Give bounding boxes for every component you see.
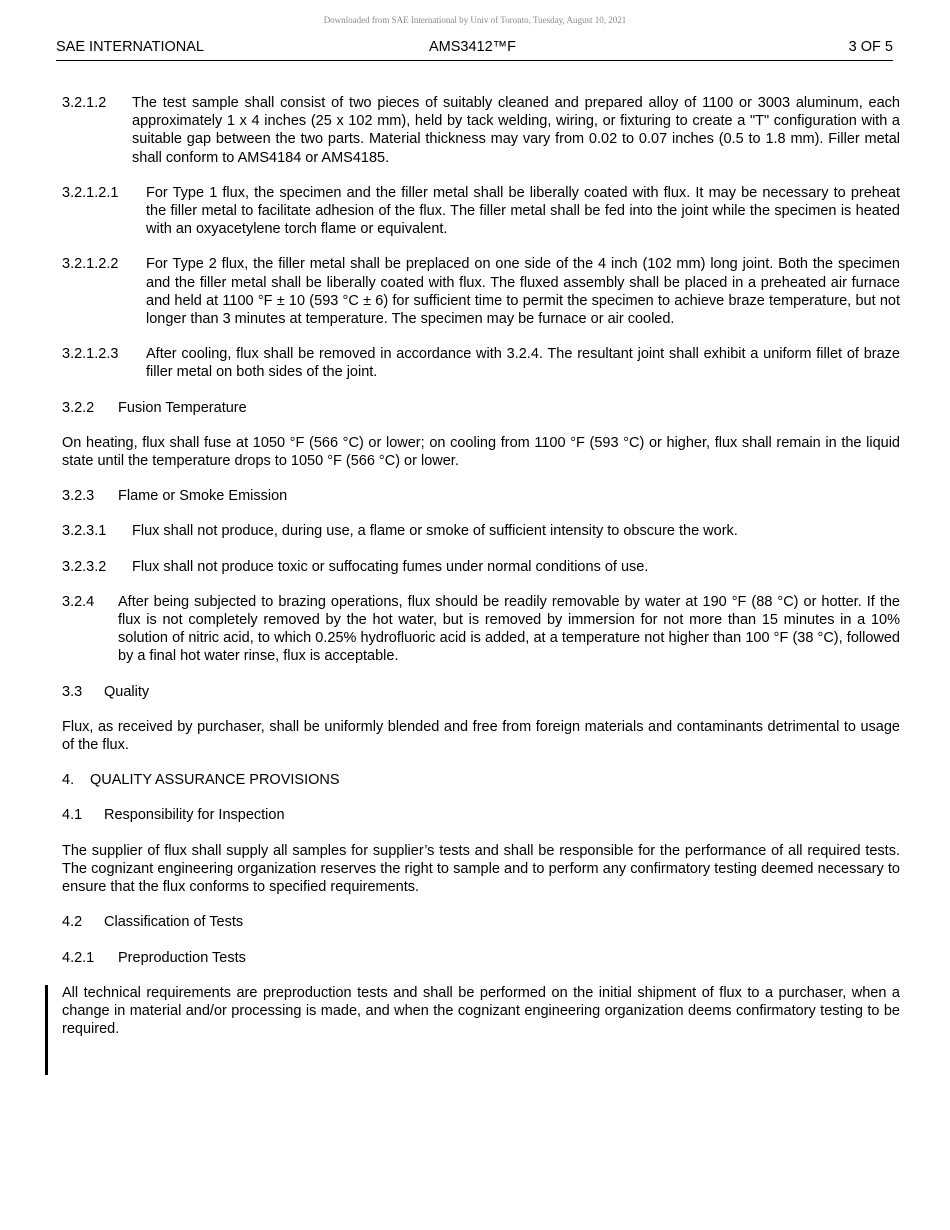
section-title: Flame or Smoke Emission bbox=[118, 488, 288, 505]
heading-3-2-2 bbox=[62, 399, 900, 417]
section-3-2-3-1 bbox=[62, 522, 900, 540]
heading-4-1 bbox=[62, 806, 900, 824]
page-header bbox=[56, 38, 893, 61]
paragraph-4-2-1: All technical requirements are preproduction tests and shall be performed on the initial shipment of flux to a purchaser, when a change in material and/or processing is made, and when the cognizant engineering organization deems confirmatory testing to be required. bbox=[62, 984, 900, 1038]
download-watermark: Downloaded from SAE International by Univ of Toronto, Tuesday, August 10, 2021 bbox=[323, 15, 627, 25]
heading-4 bbox=[62, 771, 900, 789]
section-number: 3.2.3.2 bbox=[62, 558, 107, 575]
section-title: Responsibility for Inspection bbox=[104, 807, 285, 824]
header-organization: SAE INTERNATIONAL bbox=[56, 39, 204, 55]
section-text: For Type 2 flux, the filler metal shall be preplaced on one side of the 4 inch (102 mm) long joint. Both the specimen and the filler metal shall be liberally coated with flux. The fluxed assembly shall be placed in a preheated air furnace and held at 1100 °F ± 10 (593 °C ± 6) for sufficient time to permit the specimen to achieve braze temperature, but not longer than 3 minutes at temperature. The specimen may be furnace or air cooled. bbox=[146, 256, 900, 328]
revision-change-bar bbox=[45, 985, 48, 1075]
section-title: Quality bbox=[104, 683, 150, 700]
section-text: The test sample shall consist of two pieces of suitably cleaned and prepared alloy of 1100 or 3003 aluminum, each approximately 1 x 4 inches (25 x 102 mm), held by tack welding, wiring, or fixturing to create a "T" configuration with a suitable gap between the two parts. Material thickness may vary from 0.02 to 0.07 inches (0.5 to 1.8 mm). Filler metal shall conform to AMS4184 or AMS4185. bbox=[132, 95, 900, 166]
section-3-2-3-2 bbox=[62, 558, 900, 576]
section-title: QUALITY ASSURANCE PROVISIONS bbox=[90, 772, 340, 789]
section-text: After cooling, flux shall be removed in accordance with 3.2.4. The resultant joint shall exhibit a uniform fillet of braze filler metal on both sides of the joint. bbox=[146, 346, 900, 381]
document-body bbox=[62, 94, 900, 1055]
section-3-2-4 bbox=[62, 593, 900, 666]
section-number: 3.2.2 bbox=[62, 399, 95, 416]
section-number: 4.2 bbox=[62, 914, 83, 931]
header-document-id: AMS3412™F bbox=[429, 39, 517, 55]
paragraph-4-1: The supplier of flux shall supply all samples for supplier’s tests and shall be responsible for the performance of all required tests. The cognizant engineering organization reserves the right to sample and to perform any confirmatory testing deemed necessary to ensure that the flux conforms to specified requirements. bbox=[62, 842, 900, 896]
heading-4-2-1 bbox=[62, 949, 900, 967]
section-text: Flux shall not produce toxic or suffocating fumes under normal conditions of use. bbox=[132, 558, 649, 575]
section-title: Classification of Tests bbox=[104, 914, 244, 931]
section-number: 3.2.4 bbox=[62, 593, 95, 610]
paragraph-3-3: Flux, as received by purchaser, shall be uniformly blended and free from foreign materials and contaminants detrimental to usage of the flux. bbox=[62, 718, 900, 754]
section-text: After being subjected to brazing operations, flux should be readily removable by water at 190 °F (88 °C) or hotter. If the flux is not completely removed by the hot water, but is removed by immersion for not more than 15 minutes in a 10% solution of nitric acid, to which 0.25% hydrofluoric acid is added, at a temperature not higher than 100 °F (38 °C), followed by a final hot water rinse, flux is acceptable. bbox=[118, 593, 900, 665]
section-number: 3.2.1.2.1 bbox=[62, 184, 119, 201]
section-title: Fusion Temperature bbox=[118, 399, 247, 416]
section-3-2-1-2-1 bbox=[62, 184, 900, 239]
heading-3-3 bbox=[62, 683, 900, 701]
header-page-number: 3 OF 5 bbox=[848, 39, 893, 55]
paragraph-3-2-2: On heating, flux shall fuse at 1050 °F (566 °C) or lower; on cooling from 1100 °F (593 °C) or higher, flux shall remain in the liquid state until the temperature drops to 1050 °F (566 °C) or lower. bbox=[62, 434, 900, 470]
section-number: 3.2.1.2 bbox=[62, 95, 107, 111]
section-number: 3.3 bbox=[62, 683, 83, 700]
section-text: For Type 1 flux, the specimen and the filler metal shall be liberally coated with flux. It may be necessary to preheat the filler metal to facilitate adhesion of the flux. The filler metal shall be fed into the joint while the specimen is heated with an oxyacetylene torch flame or equivalent. bbox=[146, 184, 900, 238]
section-number: 3.2.3 bbox=[62, 488, 95, 505]
section-3-2-1-2 bbox=[62, 94, 900, 167]
section-number: 4.2.1 bbox=[62, 949, 95, 966]
heading-4-2 bbox=[62, 913, 900, 931]
section-number: 3.2.3.1 bbox=[62, 523, 107, 540]
section-text: Flux shall not produce, during use, a flame or smoke of sufficient intensity to obscure the work. bbox=[132, 523, 738, 540]
section-number: 3.2.1.2.3 bbox=[62, 346, 119, 363]
heading-3-2-3 bbox=[62, 487, 900, 505]
section-number: 3.2.1.2.2 bbox=[62, 256, 119, 273]
section-title: Preproduction Tests bbox=[118, 949, 246, 966]
section-number: 4. bbox=[62, 772, 75, 789]
section-3-2-1-2-2 bbox=[62, 255, 900, 328]
section-3-2-1-2-3 bbox=[62, 345, 900, 381]
section-number: 4.1 bbox=[62, 807, 83, 824]
